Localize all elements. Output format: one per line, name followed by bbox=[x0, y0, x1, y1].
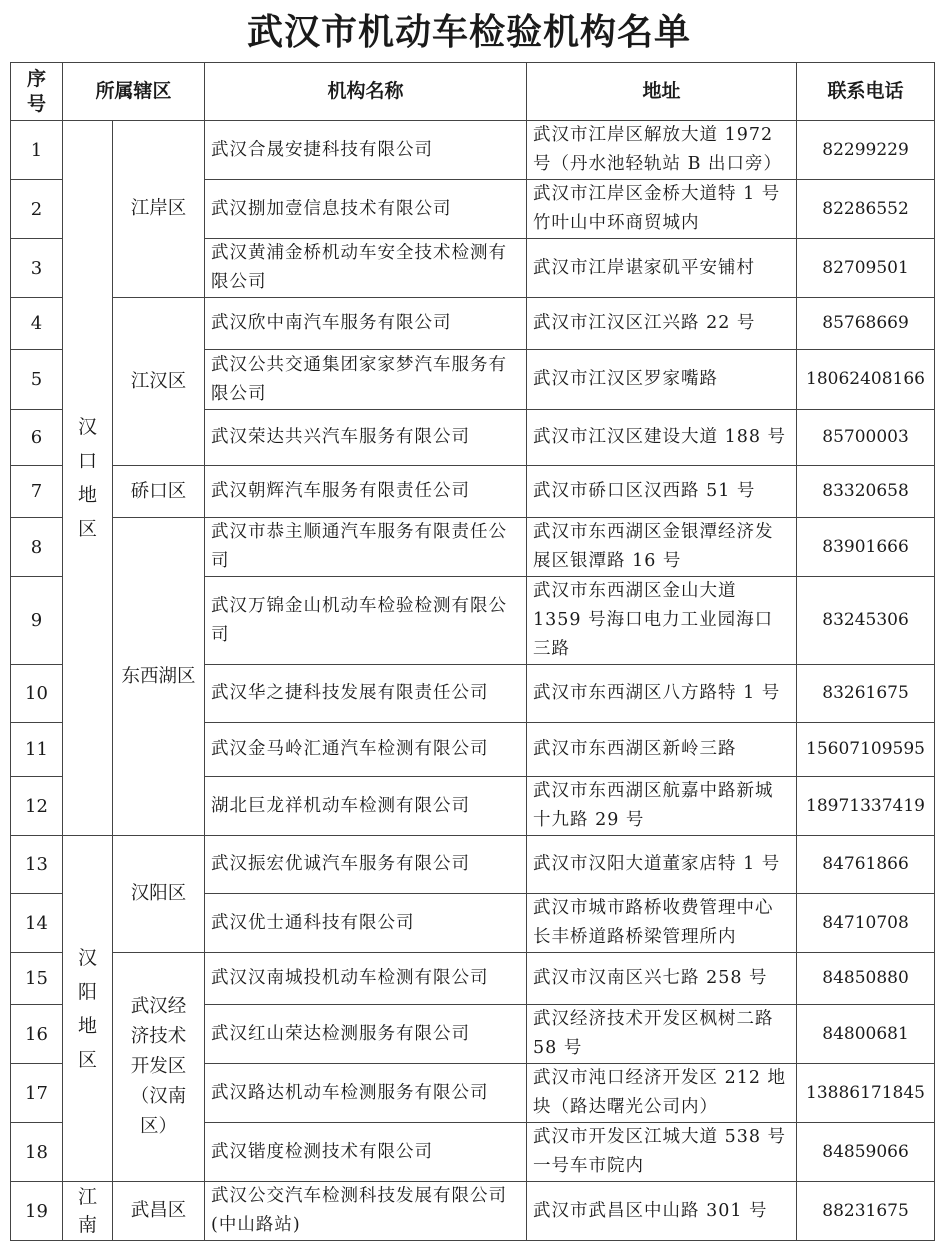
row-number: 11 bbox=[11, 723, 63, 777]
agency-name: 武汉锴度检测技术有限公司 bbox=[205, 1123, 527, 1182]
agency-address: 武汉市东西湖区金山大道 1359 号海口电力工业园海口三路 bbox=[527, 577, 797, 665]
table-row bbox=[11, 836, 935, 894]
agency-phone: 18971337419 bbox=[797, 777, 935, 836]
agency-address: 武汉市江汉区建设大道 188 号 bbox=[527, 410, 797, 466]
agency-phone: 84859066 bbox=[797, 1123, 935, 1182]
agency-name: 湖北巨龙祥机动车检测有限公司 bbox=[205, 777, 527, 836]
row-number: 14 bbox=[11, 894, 63, 953]
table-row bbox=[11, 518, 935, 577]
inspection-agency-table bbox=[10, 62, 935, 1241]
agency-address: 武汉市江岸谌家矶平安铺村 bbox=[527, 239, 797, 298]
agency-phone: 83261675 bbox=[797, 665, 935, 723]
agency-address: 武汉市江汉区罗家嘴路 bbox=[527, 350, 797, 410]
agency-name: 武汉捌加壹信息技术有限公司 bbox=[205, 180, 527, 239]
agency-name: 武汉黄浦金桥机动车安全技术检测有限公司 bbox=[205, 239, 527, 298]
district-hanyang: 汉阳区 bbox=[113, 836, 205, 953]
agency-address: 武汉市汉阳大道董家店特 1 号 bbox=[527, 836, 797, 894]
district-jingkai: 武汉经济技术开发区（汉南区） bbox=[113, 953, 205, 1182]
row-number: 16 bbox=[11, 1005, 63, 1064]
agency-phone: 83901666 bbox=[797, 518, 935, 577]
row-number: 2 bbox=[11, 180, 63, 239]
agency-phone: 82299229 bbox=[797, 121, 935, 180]
agency-address: 武汉市城市路桥收费管理中心长丰桥道路桥梁管理所内 bbox=[527, 894, 797, 953]
district-wuchang: 武昌区 bbox=[113, 1182, 205, 1241]
row-number: 19 bbox=[11, 1182, 63, 1241]
agency-phone: 85700003 bbox=[797, 410, 935, 466]
agency-address: 武汉经济技术开发区枫树二路 58 号 bbox=[527, 1005, 797, 1064]
table-row bbox=[11, 298, 935, 350]
row-number: 18 bbox=[11, 1123, 63, 1182]
row-number: 10 bbox=[11, 665, 63, 723]
agency-name: 武汉金马岭汇通汽车检测有限公司 bbox=[205, 723, 527, 777]
agency-phone: 82286552 bbox=[797, 180, 935, 239]
page-title: 武汉市机动车检验机构名单 bbox=[246, 12, 691, 53]
header-seq: 序号 bbox=[11, 63, 63, 121]
row-number: 5 bbox=[11, 350, 63, 410]
agency-name: 武汉合晟安捷科技有限公司 bbox=[205, 121, 527, 180]
agency-phone: 84850880 bbox=[797, 953, 935, 1005]
table-row bbox=[11, 121, 935, 180]
agency-name: 武汉荣达共兴汽车服务有限公司 bbox=[205, 410, 527, 466]
agency-name: 武汉万锦金山机动车检验检测有限公司 bbox=[205, 577, 527, 665]
row-number: 8 bbox=[11, 518, 63, 577]
agency-phone: 18062408166 bbox=[797, 350, 935, 410]
row-number: 7 bbox=[11, 466, 63, 518]
agency-address: 武汉市江汉区江兴路 22 号 bbox=[527, 298, 797, 350]
agency-name: 武汉振宏优诚汽车服务有限公司 bbox=[205, 836, 527, 894]
agency-phone: 83245306 bbox=[797, 577, 935, 665]
agency-name: 武汉路达机动车检测服务有限公司 bbox=[205, 1064, 527, 1123]
row-number: 13 bbox=[11, 836, 63, 894]
region-jiangnan: 江南 bbox=[63, 1182, 113, 1241]
row-number: 9 bbox=[11, 577, 63, 665]
header-address: 地址 bbox=[527, 63, 797, 121]
agency-address: 武汉市江岸区金桥大道特 1 号竹叶山中环商贸城内 bbox=[527, 180, 797, 239]
row-number: 4 bbox=[11, 298, 63, 350]
table-row bbox=[11, 1182, 935, 1241]
agency-address: 武汉市东西湖区八方路特 1 号 bbox=[527, 665, 797, 723]
district-jiangan: 江岸区 bbox=[113, 121, 205, 298]
agency-name: 武汉公共交通集团家家梦汽车服务有限公司 bbox=[205, 350, 527, 410]
agency-phone: 85768669 bbox=[797, 298, 935, 350]
table-row bbox=[11, 466, 935, 518]
agency-name: 武汉汉南城投机动车检测有限公司 bbox=[205, 953, 527, 1005]
row-number: 15 bbox=[11, 953, 63, 1005]
row-number: 3 bbox=[11, 239, 63, 298]
agency-address: 武汉市江岸区解放大道 1972 号（丹水池轻轨站 B 出口旁） bbox=[527, 121, 797, 180]
agency-phone: 84710708 bbox=[797, 894, 935, 953]
header-phone: 联系电话 bbox=[797, 63, 935, 121]
table-row bbox=[11, 953, 935, 1005]
agency-address: 武汉市东西湖区新岭三路 bbox=[527, 723, 797, 777]
agency-address: 武汉市武昌区中山路 301 号 bbox=[527, 1182, 797, 1241]
agency-address: 武汉市汉南区兴七路 258 号 bbox=[527, 953, 797, 1005]
agency-phone: 83320658 bbox=[797, 466, 935, 518]
row-number: 1 bbox=[11, 121, 63, 180]
agency-name: 武汉华之捷科技发展有限责任公司 bbox=[205, 665, 527, 723]
agency-phone: 88231675 bbox=[797, 1182, 935, 1241]
row-number: 12 bbox=[11, 777, 63, 836]
district-dongxihu: 东西湖区 bbox=[113, 518, 205, 836]
agency-name: 武汉市恭主顺通汽车服务有限责任公司 bbox=[205, 518, 527, 577]
agency-name: 武汉红山荣达检测服务有限公司 bbox=[205, 1005, 527, 1064]
row-number: 6 bbox=[11, 410, 63, 466]
agency-address: 武汉市东西湖区航嘉中路新城十九路 29 号 bbox=[527, 777, 797, 836]
district-jianghan: 江汉区 bbox=[113, 298, 205, 466]
agency-address: 武汉市东西湖区金银潭经济发展区银潭路 16 号 bbox=[527, 518, 797, 577]
agency-name: 武汉朝辉汽车服务有限责任公司 bbox=[205, 466, 527, 518]
agency-phone: 15607109595 bbox=[797, 723, 935, 777]
agency-address: 武汉市开发区江城大道 538 号一号车市院内 bbox=[527, 1123, 797, 1182]
agency-phone: 84761866 bbox=[797, 836, 935, 894]
region-hankou: 汉口地区 bbox=[63, 121, 113, 836]
agency-name: 武汉欣中南汽车服务有限公司 bbox=[205, 298, 527, 350]
header-row bbox=[11, 63, 935, 121]
row-number: 17 bbox=[11, 1064, 63, 1123]
region-hanyang: 汉阳地区 bbox=[63, 836, 113, 1182]
agency-phone: 84800681 bbox=[797, 1005, 935, 1064]
agency-address: 武汉市沌口经济开发区 212 地块（路达曙光公司内） bbox=[527, 1064, 797, 1123]
agency-phone: 82709501 bbox=[797, 239, 935, 298]
header-name: 机构名称 bbox=[205, 63, 527, 121]
district-qiaokou: 硚口区 bbox=[113, 466, 205, 518]
agency-name: 武汉优士通科技有限公司 bbox=[205, 894, 527, 953]
agency-phone: 13886171845 bbox=[797, 1064, 935, 1123]
agency-name: 武汉公交汽车检测科技发展有限公司(中山路站) bbox=[205, 1182, 527, 1241]
header-area: 所属辖区 bbox=[63, 63, 205, 121]
agency-address: 武汉市硚口区汉西路 51 号 bbox=[527, 466, 797, 518]
